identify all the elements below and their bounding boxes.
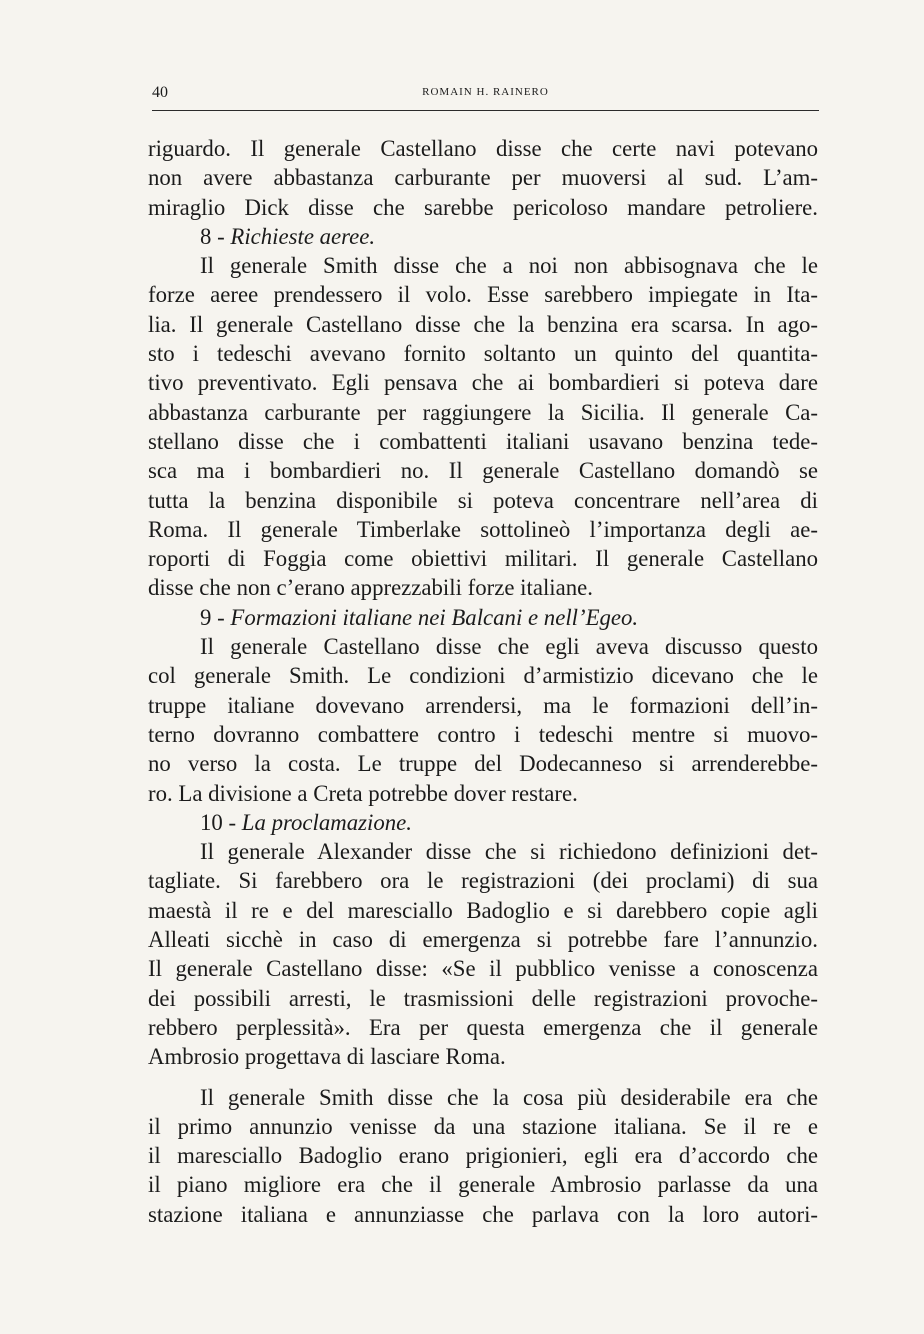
section-title: La proclamazione. (241, 809, 412, 835)
text-line: no verso la costa. Le truppe del Dodecanneso si arrenderebbe- (148, 751, 818, 777)
text-line: tutta la benzina disponibile si poteva concentrare nell’area di (148, 487, 818, 513)
text-line: roporti di Foggia come obiettivi militari. Il generale Castellano (148, 546, 818, 572)
text-line: Il generale Smith disse che la cosa più desiderabile era che (200, 1084, 818, 1110)
text-line: lia. Il generale Castellano disse che la benzina era scarsa. In ago- (148, 311, 818, 337)
page-header (152, 84, 819, 111)
text-line: terno dovranno combattere contro i tedeschi mentre si muovo- (148, 721, 818, 747)
text-line: Il generale Smith disse che a noi non abbisognava che le (200, 253, 818, 279)
section-number: 10 - (200, 809, 242, 835)
text-line: il primo annunzio venisse da una stazione italiana. Se il re e (148, 1113, 818, 1139)
text-line: abbastanza carburante per raggiungere la Sicilia. Il generale Ca- (148, 399, 818, 425)
text-line: Alleati sicchè in caso di emergenza si potrebbe fare l’annunzio. (148, 927, 818, 953)
text-line: Ambrosio progettava di lasciare Roma. (148, 1044, 506, 1070)
text-line: riguardo. Il generale Castellano disse che certe navi potevano (148, 136, 818, 161)
text-line: Il generale Castellano disse: «Se il pubblico venisse a conoscenza (148, 956, 818, 982)
body-text (148, 134, 818, 1229)
text-line: Il generale Castellano disse che egli aveva discusso questo (200, 634, 818, 660)
text-line: il piano migliore era che il generale Ambrosio parlasse da una (148, 1172, 818, 1198)
text-line: non avere abbastanza carburante per muoversi al sud. L’am- (148, 165, 818, 191)
text-line: forze aeree prendessero il volo. Esse sarebbero impiegate in Ita- (148, 282, 818, 308)
text-line: stazione italiana e annunziasse che parlava con la loro autori- (148, 1201, 818, 1227)
text-line: rebbero perplessità». Era per questa emergenza che il generale (148, 1014, 818, 1040)
text-line: il maresciallo Badoglio erano prigionieri, egli era d’accordo che (148, 1143, 818, 1169)
text-line: sca ma i bombardieri no. Il generale Castellano domandò se (148, 458, 818, 484)
section-heading-10 (148, 808, 818, 837)
running-head-author: ROMAIN H. RAINERO (422, 86, 549, 98)
text-line: tagliate. Si farebbero ora le registrazioni (dei proclami) di sua (148, 868, 818, 894)
section-heading-9 (148, 603, 818, 632)
text-line: stellano disse che i combattenti italiani usavano benzina tede- (148, 428, 818, 454)
text-line: maestà il re e del maresciallo Badoglio e si darebbero copie agli (148, 897, 818, 923)
text-line: truppe italiane dovevano arrendersi, ma le formazioni dell’in- (148, 692, 818, 718)
section-heading-8 (148, 222, 818, 251)
text-line: Il generale Alexander disse che si richiedono definizioni det- (200, 839, 818, 865)
section-title: Richieste aeree. (230, 223, 376, 249)
text-line: miraglio Dick disse che sarebbe pericoloso mandare petroliere. (148, 194, 818, 220)
section-number: 9 - (200, 604, 231, 630)
text-line: disse che non c’erano apprezzabili forze italiane. (148, 575, 593, 601)
text-line: tivo preventivato. Egli pensava che ai bombardieri si poteva dare (148, 370, 818, 396)
section-title: Formazioni italiane nei Balcani e nell’Egeo. (230, 604, 639, 630)
page-number: 40 (152, 84, 168, 101)
text-line: col generale Smith. Le condizioni d’armistizio dicevano che le (148, 663, 818, 689)
section-number: 8 - (200, 223, 231, 249)
text-line: sto i tedeschi avevano fornito soltanto un quinto del quantita- (148, 341, 818, 367)
text-line: Roma. Il generale Timberlake sottolineò l’importanza degli ae- (148, 516, 818, 542)
text-line: ro. La divisione a Creta potrebbe dover restare. (148, 780, 578, 806)
text-line: dei possibili arresti, le trasmissioni delle registrazioni provoche- (148, 985, 818, 1011)
